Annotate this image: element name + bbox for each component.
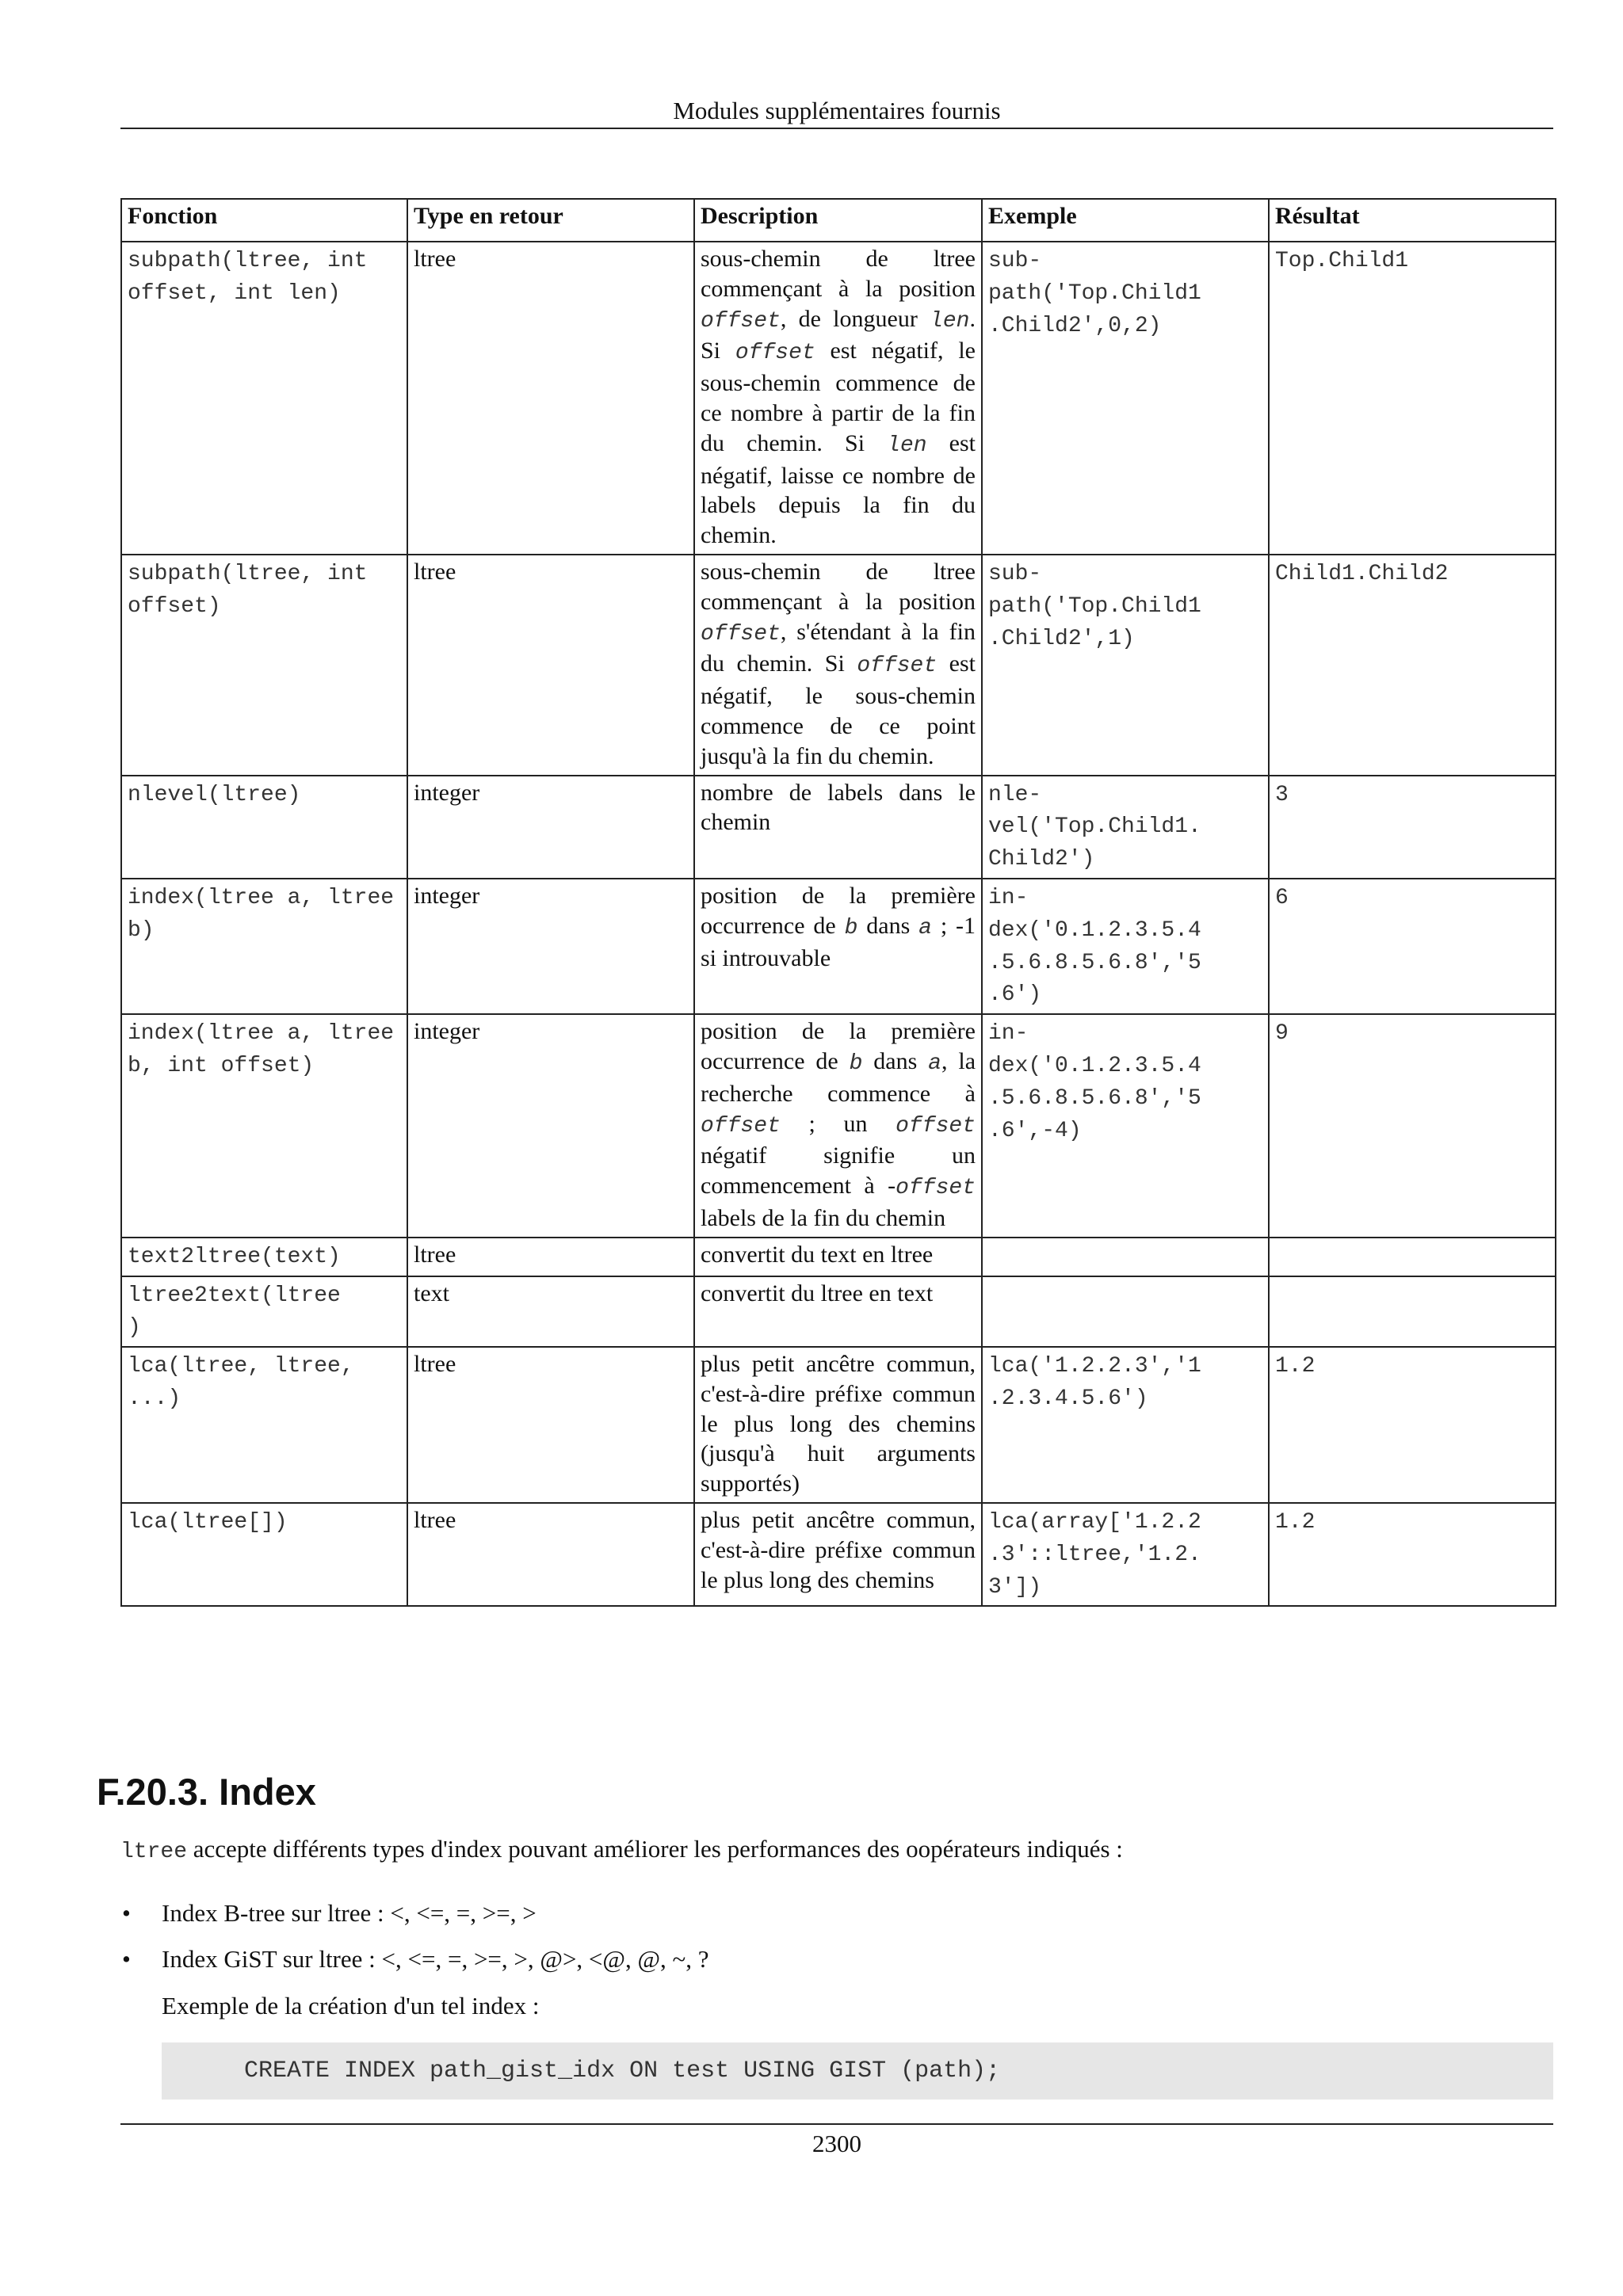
running-header: Modules supplémentaires fournis — [673, 97, 1001, 124]
description-param: offset — [896, 1176, 976, 1201]
cell-resultat — [1269, 1238, 1556, 1276]
description-text: , de longueur — [780, 305, 930, 332]
footer-rule — [120, 2123, 1553, 2125]
cell-resultat — [1269, 879, 1556, 1014]
example-code: in- dex('0.1.2.3.5.4 .5.6.8.5.6.8','5 .6',-4) — [988, 1021, 1201, 1143]
cell-resultat — [1269, 1276, 1556, 1348]
cell-description — [694, 1238, 982, 1276]
description-text: dans — [862, 1047, 929, 1074]
cell-resultat — [1269, 1347, 1556, 1503]
cell-type: ltree — [407, 1503, 694, 1606]
table-row — [121, 879, 1556, 1014]
description-text: , la recherche commence à — [701, 1047, 976, 1107]
description-text: est négatif, laisse ce nombre de labels depuis la fin du chemin. — [701, 429, 976, 549]
cell-fonction — [121, 1238, 407, 1276]
column-header-description: Description — [694, 199, 982, 242]
list-item — [120, 1897, 1547, 1929]
list-item — [120, 1943, 1547, 1975]
cell-description — [694, 1276, 982, 1348]
cell-fonction — [121, 776, 407, 879]
function-signature: subpath(ltree, int offset, int len) — [128, 249, 381, 306]
cell-exemple — [982, 1347, 1269, 1503]
description-text: labels de la fin du chemin — [701, 1204, 946, 1231]
cell-description — [694, 1347, 982, 1503]
description-param: offset — [701, 621, 781, 646]
table-row — [121, 555, 1556, 776]
cell-description — [694, 776, 982, 879]
result-value: 1.2 — [1275, 1510, 1316, 1535]
cell-resultat — [1269, 776, 1556, 879]
result-value: 1.2 — [1275, 1354, 1316, 1379]
code-block — [162, 2042, 1553, 2100]
description-param: a — [928, 1051, 941, 1076]
cell-type: ltree — [407, 555, 694, 776]
description-param: b — [849, 1051, 863, 1076]
example-code: nle- vel('Top.Child1. Child2') — [988, 782, 1201, 872]
cell-exemple — [982, 1238, 1269, 1276]
table-row — [121, 1347, 1556, 1503]
description-param: offset — [896, 1113, 976, 1138]
bullet-glyph: • — [122, 1945, 131, 1973]
section-title: F.20.3. Index — [97, 1771, 316, 1813]
cell-resultat — [1269, 242, 1556, 555]
function-signature: index(ltree a, ltree b) — [128, 885, 407, 943]
description-param: a — [918, 915, 932, 940]
cell-exemple — [982, 1276, 1269, 1348]
section-intro — [120, 1833, 1123, 1868]
cell-exemple — [982, 879, 1269, 1014]
cell-description — [694, 555, 982, 776]
cell-description — [694, 1503, 982, 1606]
description-param: offset — [735, 341, 815, 366]
cell-exemple — [982, 776, 1269, 879]
cell-exemple — [982, 555, 1269, 776]
header-rule — [120, 128, 1553, 129]
function-signature: lca(ltree, ltree, ...) — [128, 1354, 368, 1411]
bullet-glyph: • — [122, 1899, 131, 1927]
index-type-list — [120, 1897, 1547, 1989]
cell-type: integer — [407, 776, 694, 879]
intro-text: accepte différents types d'index pouvant améliorer les performances des oopérateurs indiqués : — [187, 1835, 1123, 1863]
column-header-exemple: Exemple — [982, 199, 1269, 242]
result-value: Top.Child1 — [1275, 249, 1409, 273]
cell-fonction — [121, 555, 407, 776]
description-text: ; un — [780, 1110, 896, 1137]
cell-type: ltree — [407, 1347, 694, 1503]
cell-type: ltree — [407, 1238, 694, 1276]
cell-description — [694, 242, 982, 555]
cell-exemple — [982, 1503, 1269, 1606]
description-param: offset — [857, 654, 938, 679]
description-param: len — [930, 308, 970, 334]
table-row — [121, 1276, 1556, 1348]
function-signature: ltree2text(ltree ) — [128, 1283, 341, 1341]
cell-fonction — [121, 1503, 407, 1606]
result-value: 9 — [1275, 1021, 1289, 1047]
cell-resultat — [1269, 1014, 1556, 1238]
description-text: convertit du ltree en text — [701, 1280, 934, 1306]
example-label: Exemple de la création d'un tel index : — [162, 1992, 540, 2019]
example-code: lca('1.2.2.3','1 .2.3.4.5.6') — [988, 1354, 1201, 1411]
cell-description — [694, 879, 982, 1014]
cell-fonction — [121, 1276, 407, 1348]
description-text: dans — [857, 912, 919, 939]
description-text: sous-chemin de ltree commençant à la position — [701, 558, 976, 615]
table-header-row — [121, 199, 1556, 242]
description-text: est négatif, le sous-chemin commence de ce nombre à partir de la fin du chemin. Si — [701, 338, 976, 456]
result-value: Child1.Child2 — [1275, 561, 1449, 586]
column-header-type: Type en retour — [407, 199, 694, 242]
cell-resultat — [1269, 555, 1556, 776]
cell-type: ltree — [407, 242, 694, 555]
cell-fonction — [121, 242, 407, 555]
description-param: len — [887, 433, 927, 458]
description-text: plus petit ancêtre commun, c'est-à-dire préfixe commun le plus long des chemins (jusqu'à huit arguments supportés) — [701, 1351, 976, 1497]
example-code: lca(array['1.2.2 .3'::ltree,'1.2. 3']) — [988, 1510, 1201, 1600]
column-header-fonction: Fonction — [121, 199, 407, 242]
description-text: position de la première occurrence de — [701, 1018, 976, 1074]
cell-fonction — [121, 879, 407, 1014]
description-text: position de la première occurrence de — [701, 882, 976, 939]
table-body — [121, 242, 1556, 1606]
cell-fonction — [121, 1347, 407, 1503]
description-text: nombre de labels dans le chemin — [701, 779, 976, 836]
example-code: sub- path('Top.Child1 .Child2',1) — [988, 561, 1201, 651]
description-text: . Si — [701, 305, 976, 364]
table-row — [121, 1503, 1556, 1606]
function-signature: lca(ltree[]) — [128, 1510, 288, 1535]
cell-description — [694, 1014, 982, 1238]
description-text: convertit du text en ltree — [701, 1241, 934, 1268]
table-row — [121, 242, 1556, 555]
description-text: est négatif, le sous-chemin commence de ce point jusqu'à la fin du chemin. — [701, 650, 976, 769]
table-row — [121, 776, 1556, 879]
description-param: offset — [701, 308, 781, 334]
page-number: 2300 — [812, 2130, 861, 2157]
result-value: 3 — [1275, 782, 1289, 807]
ltree-functions-table — [120, 198, 1556, 1607]
function-signature: index(ltree a, ltree b, int offset) — [128, 1021, 407, 1078]
table-row — [121, 1238, 1556, 1276]
list-item-text: Index GiST sur ltree : <, <=, =, >=, >, @>, <@, @, ~, ? — [162, 1945, 709, 1973]
code-text: CREATE INDEX path_gist_idx ON test USING GIST (path); — [244, 2058, 1001, 2084]
cell-type: integer — [407, 879, 694, 1014]
intro-code: ltree — [120, 1840, 188, 1864]
function-signature: nlevel(ltree) — [128, 782, 301, 807]
cell-fonction — [121, 1014, 407, 1238]
function-signature: text2ltree(text) — [128, 1244, 341, 1269]
cell-type: integer — [407, 1014, 694, 1238]
function-signature: subpath(ltree, int offset) — [128, 561, 381, 619]
description-text: sous-chemin de ltree commençant à la position — [701, 246, 976, 302]
description-text: plus petit ancêtre commun, c'est-à-dire préfixe commun le plus long des chemins — [701, 1507, 976, 1593]
example-code: in- dex('0.1.2.3.5.4 .5.6.8.5.6.8','5 .6') — [988, 885, 1201, 1008]
cell-resultat — [1269, 1503, 1556, 1606]
description-text: ; -1 si introuvable — [701, 912, 976, 971]
cell-type: text — [407, 1276, 694, 1348]
description-text: , s'étendant à la fin du chemin. Si — [701, 618, 976, 677]
result-value: 6 — [1275, 885, 1289, 910]
table-row — [121, 1014, 1556, 1238]
column-header-resultat: Résultat — [1269, 199, 1556, 242]
description-param: b — [844, 915, 858, 940]
cell-exemple — [982, 1014, 1269, 1238]
description-text: négatif signifie un commencement à - — [701, 1142, 976, 1199]
list-item-text: Index B-tree sur ltree : <, <=, =, >=, > — [162, 1899, 537, 1927]
description-param: offset — [701, 1113, 781, 1138]
cell-exemple — [982, 242, 1269, 555]
example-code: sub- path('Top.Child1 .Child2',0,2) — [988, 249, 1201, 338]
